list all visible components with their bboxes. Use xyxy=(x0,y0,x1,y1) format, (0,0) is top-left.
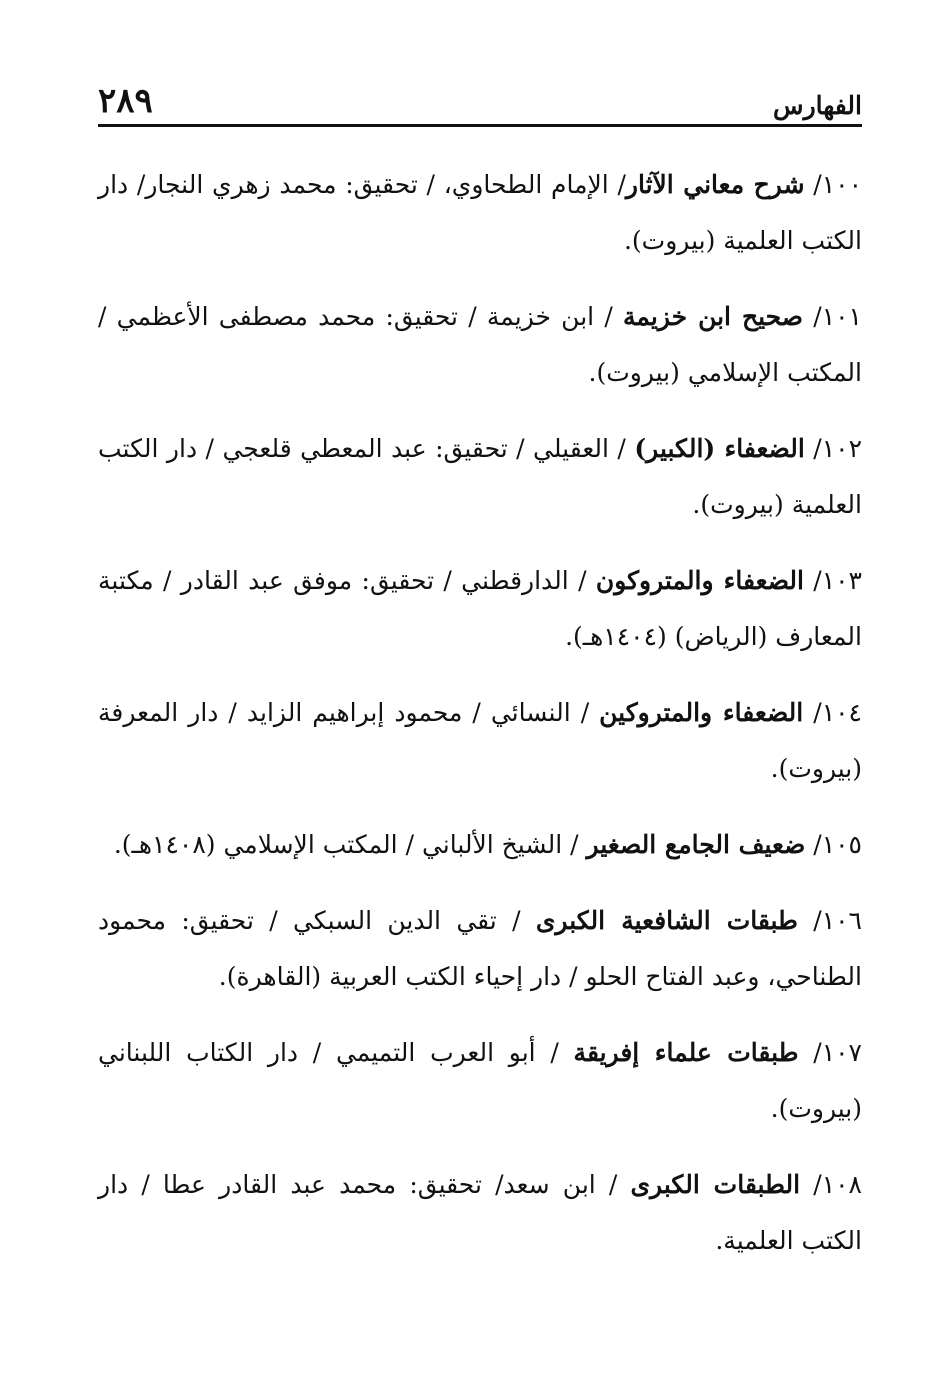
bibliography-list xyxy=(98,157,862,1269)
entry-details: الإمام الطحاوي، / تحقيق: محمد زهري النجار/ دار الكتب العلمية (بيروت). xyxy=(98,170,862,255)
entry-number: ١٠٨ xyxy=(821,1170,862,1199)
entry-title: طبقات علماء إفريقة xyxy=(573,1038,799,1067)
entry-title: الضعفاء والمتروكين xyxy=(599,698,804,727)
entry-number: ١٠٥ xyxy=(821,830,862,859)
entry-title: ضعيف الجامع الصغير xyxy=(586,830,806,859)
bibliography-entry: ١٠١/ صحيح ابن خزيمة / ابن خزيمة / تحقيق: محمد مصطفى الأعظمي / المكتب الإسلامي (بيروت). xyxy=(98,302,862,387)
bibliography-entry: ١٠٣/ الضعفاء والمتروكون / الدارقطني / تحقيق: موفق عبد القادر / مكتبة المعارف (الرياض) (١٤٠٤هـ). xyxy=(98,566,862,651)
entry-title: صحيح ابن خزيمة xyxy=(623,302,804,331)
entry-title: شرح معاني الآثار xyxy=(625,170,805,199)
entry-details: / النسائي / محمود إبراهيم الزايد / دار المعرفة (بيروت). xyxy=(98,698,862,783)
book-page xyxy=(98,82,862,1289)
bibliography-entry: ١٠٢/ الضعفاء (الكبير) / العقيلي / تحقيق: عبد المعطي قلعجي / دار الكتب العلمية (بيروت). xyxy=(98,434,863,519)
entry-title: طبقات الشافعية الكبرى xyxy=(535,906,798,935)
entry-number: ١٠٤ xyxy=(821,698,862,727)
entry-details: / أبو العرب التميمي / دار الكتاب اللبناني (بيروت). xyxy=(98,1038,862,1123)
bibliography-entry: ١٠٧/ طبقات علماء إفريقة / أبو العرب التميمي / دار الكتاب اللبناني (بيروت). xyxy=(98,1038,862,1123)
entry-number: ١٠٧ xyxy=(821,1038,862,1067)
section-title: الفهارس xyxy=(773,91,862,120)
entry-details: / العقيلي / تحقيق: عبد المعطي قلعجي / دار الكتب العلمية (بيروت). xyxy=(98,434,862,519)
entry-details: / تقي الدين السبكي / تحقيق: محمود الطناحي، وعبد الفتاح الحلو / دار إحياء الكتب العربية (القاهرة). xyxy=(98,906,862,991)
entry-number: ١٠٦ xyxy=(821,906,862,935)
entry-details: / ابن سعد/ تحقيق: محمد عبد القادر عطا / دار الكتب العلمية. xyxy=(98,1170,862,1255)
bibliography-entry: ١٠٥/ ضعيف الجامع الصغير / الشيخ الألباني / المكتب الإسلامي (١٤٠٨هـ). xyxy=(113,830,862,859)
entry-details: / ابن خزيمة / تحقيق: محمد مصطفى الأعظمي / المكتب الإسلامي (بيروت). xyxy=(98,302,862,387)
bibliography-entry: ١٠٠/ شرح معاني الآثار/ الإمام الطحاوي، / تحقيق: محمد زهري النجار/ دار الكتب العلمية (بيروت). xyxy=(98,170,863,255)
entry-title: الطبقات الكبرى xyxy=(630,1170,801,1199)
entry-title: الضعفاء (الكبير) xyxy=(634,434,805,463)
bibliography-entry: ١٠٤/ الضعفاء والمتروكين / النسائي / محمود إبراهيم الزايد / دار المعرفة (بيروت). xyxy=(98,698,862,783)
entry-number: ١٠٣ xyxy=(821,566,862,595)
entry-details: / الدارقطني / تحقيق: موفق عبد القادر / مكتبة المعارف (الرياض) (١٤٠٤هـ). xyxy=(98,566,862,651)
entry-number: ١٠٠ xyxy=(821,170,863,199)
bibliography-entry: ١٠٦/ طبقات الشافعية الكبرى / تقي الدين السبكي / تحقيق: محمود الطناحي، وعبد الفتاح الحلو / دار إحياء الكتب العربية (القاهرة). xyxy=(98,906,862,991)
page-number: ٢٨٩ xyxy=(98,81,153,121)
entry-title: الضعفاء والمتروكون xyxy=(595,566,804,595)
entry-details: / الشيخ الألباني / المكتب الإسلامي (١٤٠٨هـ). xyxy=(113,830,579,859)
entry-number: ١٠٢ xyxy=(821,434,863,463)
bibliography-entry: ١٠٨/ الطبقات الكبرى / ابن سعد/ تحقيق: محمد عبد القادر عطا / دار الكتب العلمية. xyxy=(98,1170,862,1255)
entry-number: ١٠١ xyxy=(821,302,862,331)
running-header xyxy=(98,82,862,127)
